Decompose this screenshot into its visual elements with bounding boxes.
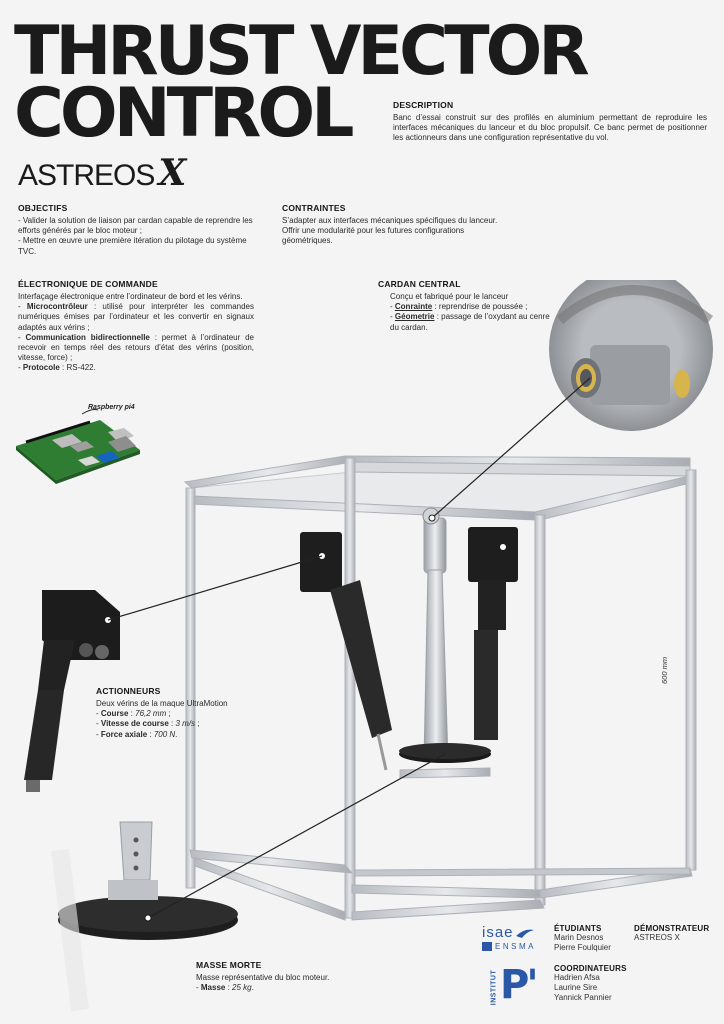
coordinator-name: Hadrien Afsa (554, 973, 600, 982)
actionneurs-section (96, 686, 296, 740)
cardan-heading: CARDAN CENTRAL (378, 279, 461, 289)
item-text: : RS-422. (59, 363, 96, 373)
item-end: ; (166, 709, 171, 719)
contraintes-section (282, 203, 502, 247)
student-name: Marin Desnos (554, 933, 604, 942)
description-text: Banc d’essai construit sur des profilés en aluminium permettant de reproduire les interfaces mécaniques du lanceur et du bloc propulsif. Ce banc permet de positionner les actionneurs dans une configuration représentative du vol. (393, 113, 707, 143)
item-end: . (175, 729, 178, 739)
contraintes-heading: CONTRAINTES (282, 203, 346, 213)
demo-name: ASTREOS X (634, 933, 680, 942)
ensma-emblem-icon (482, 942, 492, 951)
student-name: Pierre Foulquier (554, 943, 611, 952)
cardan-zoom (549, 280, 713, 431)
description-heading: DESCRIPTION (393, 100, 454, 110)
masse-heading: MASSE MORTE (196, 960, 262, 970)
coordinators-block (554, 964, 654, 1003)
masse-section (196, 960, 396, 993)
p-logo-mark: P' (500, 962, 536, 1008)
item-value: 700 N (153, 729, 176, 739)
demo-heading: DÉMONSTRATEUR (634, 924, 710, 933)
item-text: : utilisé pour interpréter les commandes numériques émises par l’ordinateur et les convertir en signaux adaptés aux vérins ; (18, 302, 254, 332)
masse-item: - Masse : 25 kg. (196, 983, 254, 993)
masse-intro: Masse représentative du bloc moteur. (196, 973, 330, 982)
description-section (393, 100, 707, 144)
item-value: 25 kg (232, 983, 252, 993)
item-label: Vitesse de course (100, 719, 169, 729)
bird-icon (516, 928, 534, 938)
item-label: Course (100, 709, 129, 719)
electronique-item: - Microcontrôleur : utilisé pour interpréter les commandes numériques émises par l’ordinateur et les convertir en signaux adaptés aux vérins ; (18, 302, 254, 332)
actionneurs-item: - Vitesse de course : 3 m/s ; (96, 719, 200, 729)
cardan-item: - Conrainte : reprendrise de poussée ; (390, 302, 528, 312)
item-text: : reprendrise de poussée ; (432, 302, 528, 312)
actionneurs-item: - Force axiale : 700 N. (96, 729, 178, 739)
cardan-item: - Géometrie : passage de l’oxydant au cenre du cardan. (390, 312, 550, 332)
objectifs-heading: OBJECTIFS (18, 203, 68, 213)
subtitle (18, 152, 186, 194)
item-label: Force axiale (100, 729, 148, 739)
institut-p-logo (484, 962, 544, 1008)
item-text: : passage de l’oxydant au cenre du cardan. (390, 312, 550, 332)
subtitle-prefix: ASTREOS (18, 159, 155, 192)
electronique-heading: ÉLECTRONIQUE DE COMMANDE (18, 279, 158, 289)
students-heading: ÉTUDIANTS (554, 924, 602, 933)
item-label: Géometrie (394, 312, 435, 322)
students-block (554, 924, 634, 953)
actionneurs-intro: Deux vérins de la maque UltraMotion (96, 699, 228, 708)
coordinator-name: Yannick Pannier (554, 993, 612, 1002)
objectifs-item: - Mettre en œuvre une première itération du pilotage du système TVC. (18, 236, 247, 256)
contraintes-text: S’adapter aux interfaces mécaniques spécifiques du lanceur. Offrir une modularité pour les futures configurations géométriques. (282, 216, 498, 246)
isae-ensma-logo (482, 924, 548, 951)
item-end: . (251, 983, 254, 993)
electronique-item: - Protocole : RS-422. (18, 363, 96, 373)
isae-logo-text: isae (482, 924, 514, 941)
item-label: Microcontrôleur (26, 302, 88, 312)
electronique-intro: Interfaçage électronique entre l’ordinateur de bord et les vérins. (18, 292, 243, 301)
item-value: 3 m/s (175, 719, 196, 729)
coordinators-heading: COORDINATEURS (554, 964, 627, 973)
actionneurs-item: - Course : 76,2 mm ; (96, 709, 171, 719)
coordinator-name: Laurine Sire (554, 983, 598, 992)
item-value: 76,2 mm (135, 709, 167, 719)
ensma-logo-text: ENSMA (495, 942, 536, 951)
item-end: ; (195, 719, 200, 729)
electronique-item: - Communication bidirectionnelle : permet à l’ordinateur de recevoir en temps réel des retours d’état des vérins (position, vitesse, force) ; (18, 332, 254, 363)
item-label: Communication bidirectionnelle (25, 332, 150, 342)
subtitle-x: X (158, 152, 187, 194)
item-label: Conrainte (394, 302, 433, 312)
demo-block (634, 924, 720, 943)
cardan-intro: Conçu et fabriqué pour le lanceur (390, 292, 509, 301)
title-line-2: CONTROL (14, 74, 351, 153)
item-label: Protocole (22, 363, 60, 373)
actionneurs-heading: ACTIONNEURS (96, 686, 161, 696)
objectifs-section (18, 203, 258, 257)
raspberry-pi-label: Raspberry pi4 (88, 404, 135, 411)
item-label: Masse (200, 983, 226, 993)
objectifs-item: - Valider la solution de liaison par cardan capable de reprendre les efforts générés par le bloc moteur ; (18, 216, 253, 236)
title-line-1: THRUST VECTOR (14, 12, 586, 91)
test-bench-illustration (0, 280, 724, 1024)
item-text: : permet à l’ordinateur de recevoir en temps réel des retours d’état des vérins (position, vitesse, force) ; (18, 332, 254, 363)
institut-text: INSTITUT (490, 969, 498, 1006)
height-dimension: 600 mm (660, 656, 669, 684)
actuator-right (468, 527, 518, 740)
